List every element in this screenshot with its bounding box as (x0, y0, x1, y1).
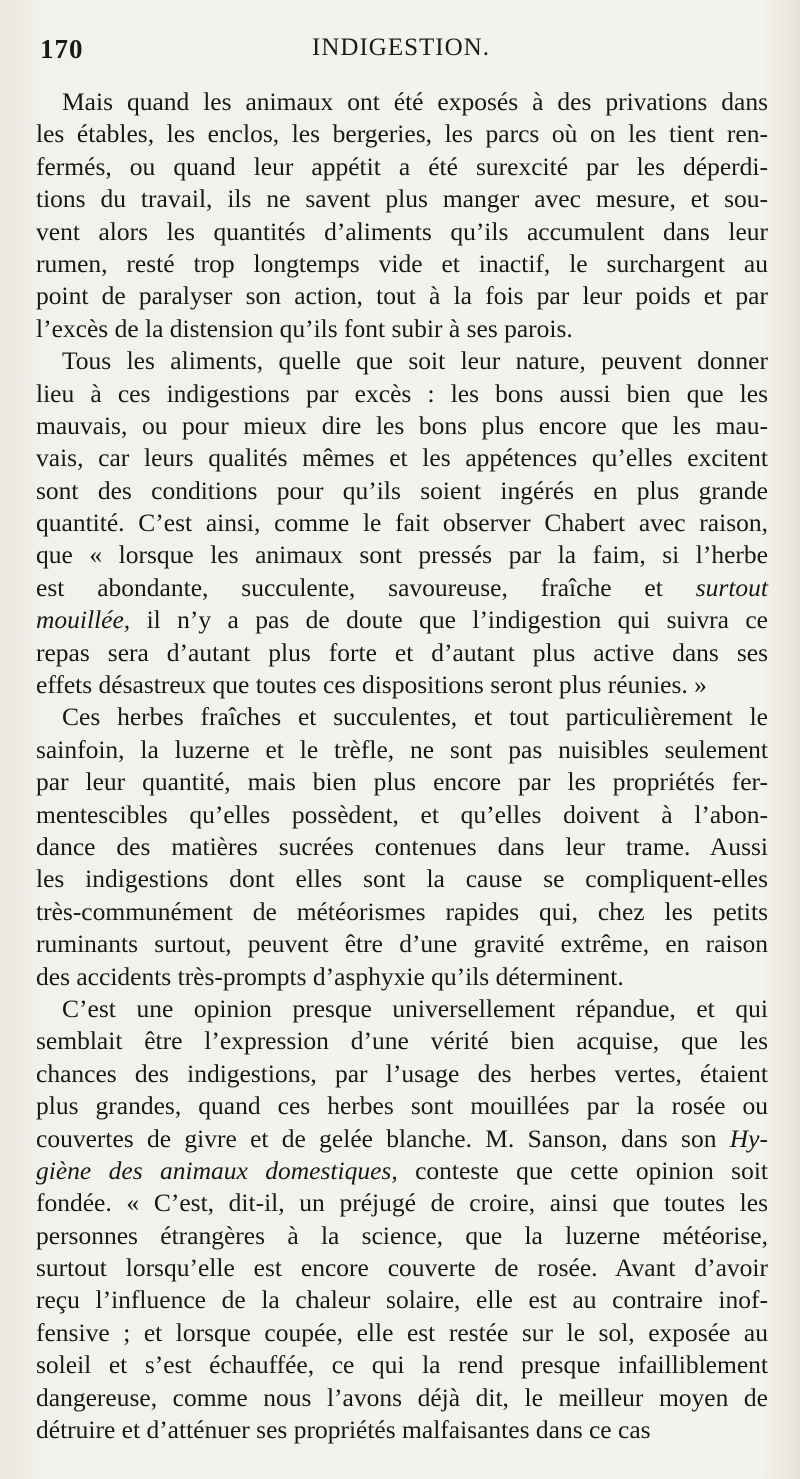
text-line (36, 86, 768, 118)
text-run: Tous les aliments, quelle que soit leur nature, peuvent donner (62, 346, 768, 376)
text-line (36, 507, 768, 539)
text-run: effets désastreux que toutes ces dispositions seront plus réunies. » (36, 670, 707, 700)
page-header (36, 32, 766, 72)
text-line (36, 1155, 768, 1187)
text-line (36, 345, 768, 377)
text-run: soleil et s’est échauffée, ce qui la rend presque infailliblement (36, 1350, 768, 1380)
text-run: surtout lorsqu’elle est encore couverte de rosée. Avant d’avoir (36, 1253, 768, 1283)
text-line (36, 378, 768, 410)
text-line (36, 1187, 768, 1219)
text-run: il n’y a pas de doute que l’indigestion qui suivra ce (130, 605, 768, 635)
text-run: couvertes de givre et de gelée blanche. M. Sanson, dans son (36, 1123, 730, 1153)
text-line (36, 928, 768, 960)
text-run: mauvais, ou pour mieux dire les bons plus encore que les mau- (36, 410, 768, 440)
text-line (36, 1123, 768, 1155)
text-line (36, 1382, 768, 1414)
text-run: semblait être l’expression d’une vérité bien acquise, que les (36, 1026, 768, 1056)
text-line (36, 280, 768, 312)
text-line (36, 572, 768, 604)
text-line (36, 993, 768, 1025)
page-number: 170 (40, 34, 84, 64)
text-run: tions du travail, ils ne savent plus manger avec mesure, et sou- (36, 184, 768, 214)
text-line (36, 475, 768, 507)
text-run: Hy- (729, 1123, 768, 1153)
text-run: fermés, ou quand leur appétit a été surexcité par les déperdi- (36, 151, 768, 181)
text-run: que « lorsque les animaux sont pressés par la faim, si l’herbe (36, 540, 768, 570)
text-line (36, 1220, 768, 1252)
text-run: C’est une opinion presque universellement répandue, et qui (62, 993, 768, 1023)
text-run: les étables, les enclos, les bergeries, les parcs où on les tient ren- (36, 119, 768, 149)
text-line (36, 637, 768, 669)
text-run: l’excès de la distension qu’ils font subir à ses parois. (36, 313, 573, 343)
text-line (36, 734, 768, 766)
text-line (36, 539, 768, 571)
text-line (36, 1349, 768, 1381)
text-run: Mais quand les animaux ont été exposés à des privations dans (62, 87, 768, 116)
text-run: rumen, resté trop longtemps vide et inactif, le surchargent au (36, 248, 768, 278)
text-line (36, 604, 768, 636)
text-line (36, 669, 768, 701)
text-run: très-communément de météorismes rapides qui, chez les petits (36, 896, 768, 926)
text-run: mouillée, (36, 605, 131, 635)
text-run: reçu l’influence de la chaleur solaire, elle est au contraire inof- (36, 1285, 768, 1315)
text-run: chances des indigestions, par l’usage des herbes vertes, étaient (36, 1058, 768, 1088)
text-run: sainfoin, la luzerne et le trèfle, ne sont pas nuisibles seulement (36, 734, 768, 764)
text-line (36, 1025, 768, 1057)
text-line (36, 831, 768, 863)
text-run: surtout (695, 572, 768, 602)
text-run: sont des conditions pour qu’ils soient ingérés en plus grande (36, 475, 768, 505)
text-line (36, 118, 768, 150)
text-line (36, 410, 768, 442)
text-run: conteste que cette opinion soit (397, 1155, 768, 1185)
text-run: dangereuse, comme nous l’avons déjà dit, le meilleur moyen de (36, 1382, 768, 1412)
text-line (36, 183, 768, 215)
text-run: détruire et d’atténuer ses propriétés malfaisantes dans ce cas (36, 1415, 651, 1445)
body-text (36, 86, 768, 1446)
text-line (36, 1090, 768, 1122)
paragraph (36, 701, 768, 993)
running-head: INDIGESTION. (312, 34, 490, 61)
text-line (36, 216, 768, 248)
text-line (36, 442, 768, 474)
text-run: vais, car leurs qualités mêmes et les appétences qu’elles excitent (36, 443, 768, 473)
text-run: fondée. « C’est, dit-il, un préjugé de croire, ainsi que toutes les (36, 1188, 768, 1218)
text-line (36, 1317, 768, 1349)
text-run: vent alors les quantités d’aliments qu’ils accumulent dans leur (36, 216, 768, 246)
text-line (36, 1414, 768, 1446)
text-line (36, 151, 768, 183)
text-line (36, 313, 768, 345)
text-line (36, 1058, 768, 1090)
text-run: des accidents très-prompts d’asphyxie qu’ils déterminent. (36, 961, 624, 991)
text-line (36, 248, 768, 280)
text-run: giène des animaux domestiques, (36, 1155, 398, 1185)
text-line (36, 961, 768, 993)
text-line (36, 799, 768, 831)
paragraph (36, 993, 768, 1446)
text-line (36, 1284, 768, 1316)
text-run: est abondante, succulente, savoureuse, fraîche et (36, 572, 696, 602)
text-line (36, 701, 768, 733)
text-run: point de paralyser son action, tout à la fois par leur poids et par (36, 281, 768, 311)
text-run: plus grandes, quand ces herbes sont mouillées par la rosée ou (36, 1091, 768, 1121)
text-run: repas sera d’autant plus forte et d’autant plus active dans ses (36, 637, 768, 667)
text-line (36, 1252, 768, 1284)
text-line (36, 766, 768, 798)
text-line (36, 896, 768, 928)
text-run: ruminants surtout, peuvent être d’une gravité extrême, en raison (36, 929, 768, 959)
text-run: dance des matières sucrées contenues dans leur trame. Aussi (36, 831, 768, 861)
text-run: Ces herbes fraîches et succulentes, et tout particulièrement le (62, 702, 768, 732)
paragraph (36, 86, 768, 345)
text-run: fensive ; et lorsque coupée, elle est restée sur le sol, exposée au (36, 1317, 768, 1347)
text-run: par leur quantité, mais bien plus encore par les propriétés fer- (36, 767, 768, 797)
text-run: quantité. C’est ainsi, comme le fait observer Chabert avec raison, (36, 508, 768, 538)
text-line (36, 863, 768, 895)
text-run: lieu à ces indigestions par excès : les bons aussi bien que les (36, 378, 768, 408)
text-run: mentescibles qu’elles possèdent, et qu’elles doivent à l’abon- (36, 799, 768, 829)
paragraph (36, 345, 768, 701)
text-run: les indigestions dont elles sont la cause se compliquent-elles (36, 864, 768, 894)
text-run: personnes étrangères à la science, que la luzerne météorise, (36, 1220, 768, 1250)
